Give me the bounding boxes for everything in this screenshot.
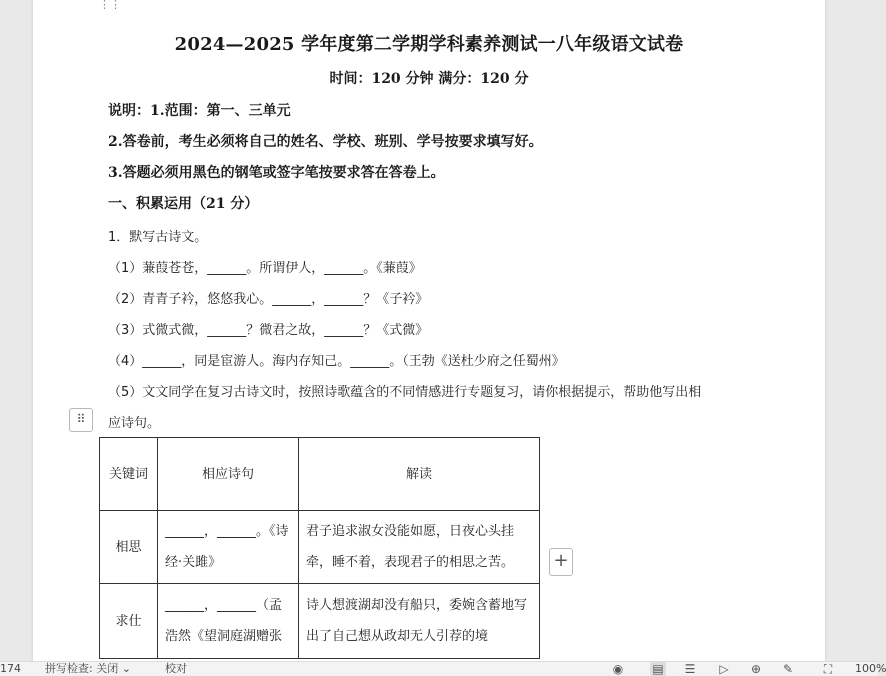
table-cell-verse[interactable]: ______，______。《诗经·关雎》 xyxy=(158,511,299,584)
note-line-2: 2.答卷前，考生必须将自己的姓名、学校、班别、学号按要求填写好。 xyxy=(108,134,543,150)
chevron-down-icon: ⌄ xyxy=(121,662,131,675)
eye-icon[interactable]: ◉ xyxy=(612,662,624,676)
note-line-3: 3.答题必须用黑色的钢笔或签字笔按要求答在答卷上。 xyxy=(108,165,445,181)
table-header-cell: 相应诗句 xyxy=(158,438,299,511)
poem-table xyxy=(99,437,540,659)
question-item-5-cont: 应诗句。 xyxy=(108,416,161,431)
fit-screen-icon[interactable]: ⛶ xyxy=(823,662,833,676)
table-move-handle-icon[interactable]: ⠿ xyxy=(69,408,93,432)
question-item-5: （5）文文同学在复习古诗文时，按照诗歌蕴含的不同情感进行专题复习，请你根据提示，帮助他写出相 xyxy=(108,385,702,400)
add-row-button[interactable]: + xyxy=(549,548,573,576)
word-count[interactable]: 174 xyxy=(0,662,21,675)
question-item-1: （1）蒹葭苍苍，______。所谓伊人，______。《蒹葭》 xyxy=(108,261,422,276)
table-cell-interp: 诗人想渡湖却没有船只，委婉含蓄地写出了自己想从政却无人引荐的境 xyxy=(299,584,540,659)
table-cell-interp: 君子追求淑女没能如愿，日夜心头挂牵，睡不着，表现君子的相思之苦。 xyxy=(299,511,540,584)
question-1: 1．默写古诗文。 xyxy=(108,230,208,245)
table-header-cell: 关键词 xyxy=(100,438,158,511)
web-view-icon[interactable]: ⊕ xyxy=(750,662,762,676)
table-header-cell: 解读 xyxy=(299,438,540,511)
spell-check-toggle[interactable] xyxy=(45,662,131,676)
table-row xyxy=(100,511,540,584)
proofread-button[interactable]: 校对 xyxy=(165,662,187,675)
question-item-3: （3）式微式微，______？微君之故，______？《式微》 xyxy=(108,323,429,338)
zoom-level[interactable]: 100% xyxy=(855,662,886,675)
section-heading: 一、积累运用（21 分） xyxy=(108,196,259,212)
table-cell-key: 相思 xyxy=(100,511,158,584)
table-cell-verse[interactable]: ______，______（孟浩然《望洞庭湖赠张 xyxy=(158,584,299,659)
pen-icon[interactable]: ✎ xyxy=(782,662,794,676)
document-subtitle: 时间：120 分钟 满分：120 分 xyxy=(329,71,529,87)
drag-handle-icon[interactable]: ⋮⋮ xyxy=(99,0,121,11)
question-item-4: （4）______，同是宦游人。海内存知己。______。（王勃《送杜少府之任蜀州》 xyxy=(108,354,565,369)
table-row xyxy=(100,584,540,659)
status-bar xyxy=(0,661,886,676)
play-icon[interactable]: ▷ xyxy=(719,662,729,676)
document-title: 2024—2025 学年度第二学期学科素养测试一八年级语文试卷 xyxy=(174,34,684,55)
note-line-1: 说明：1.范围：第一、三单元 xyxy=(108,103,291,119)
table-cell-key: 求仕 xyxy=(100,584,158,659)
question-item-2: （2）青青子衿，悠悠我心。______，______？《子衿》 xyxy=(108,292,429,307)
outline-view-icon[interactable]: ☰ xyxy=(684,662,696,676)
spell-check-label: 拼写检查: 关闭 xyxy=(45,662,119,675)
table-header-row xyxy=(100,438,540,511)
page-view-icon[interactable]: ▤ xyxy=(650,662,666,676)
